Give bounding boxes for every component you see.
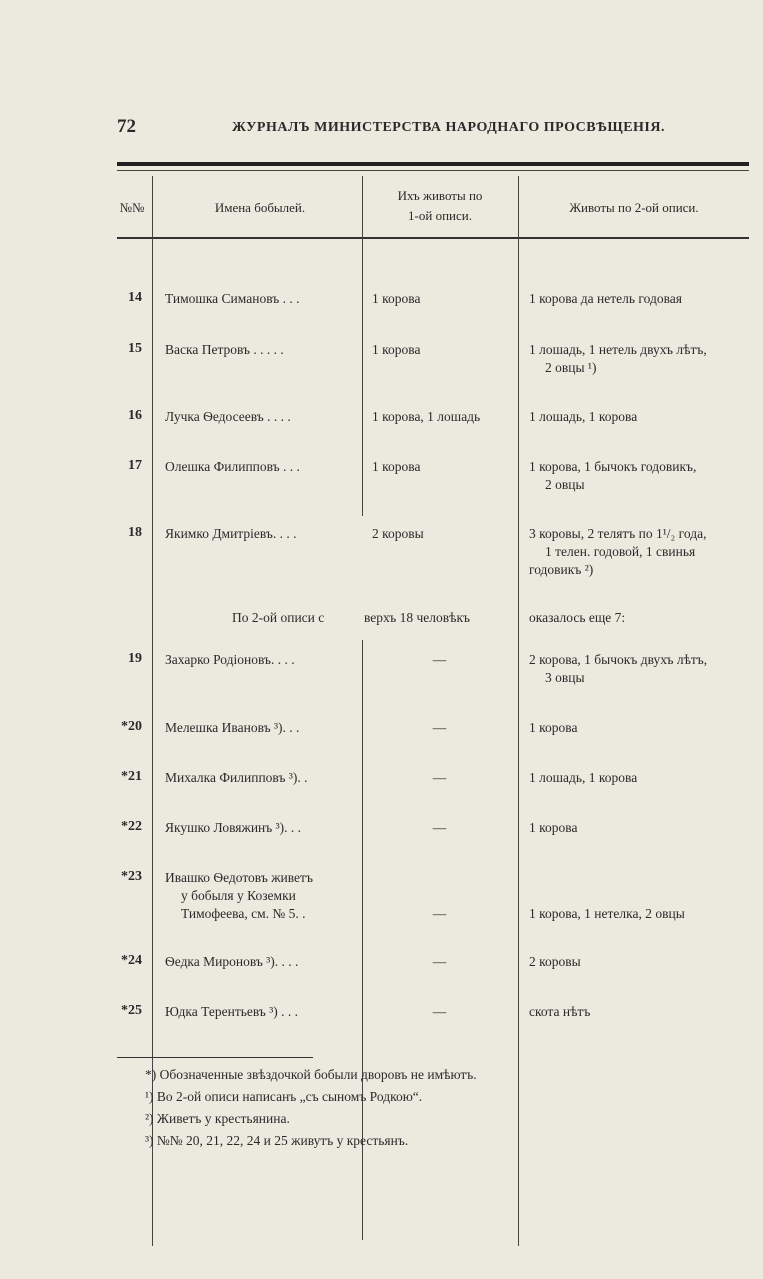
- column-divider-2b: [362, 640, 363, 1240]
- row-second: [529, 458, 751, 494]
- footnote: *) Обозначенные звѣздочкой бобыли дворовъ не имѣютъ.: [145, 1067, 477, 1082]
- row-number: *20: [121, 719, 142, 734]
- row-second: 1 корова: [529, 720, 578, 735]
- row-name: Тимошка Симановъ . . .: [165, 291, 300, 306]
- row-second: 1 лошадь, 1 корова: [529, 770, 638, 785]
- header-num: №№: [119, 200, 145, 215]
- row-first: —: [432, 906, 447, 921]
- row-number: *22: [121, 819, 142, 834]
- row-name-line: у бобыля у Коземки: [181, 888, 296, 903]
- row-second: 1 корова да нетель годовая: [529, 291, 683, 306]
- row-number: 14: [128, 290, 142, 305]
- row-second: [529, 525, 751, 579]
- running-head: ЖУРНАЛЪ МИНИСТЕРСТВА НАРОДНАГО ПРОСВѢЩЕНІЯ.: [232, 120, 665, 135]
- row-name: Олешка Филипповъ . . .: [165, 459, 300, 474]
- separator-text-a: По 2-ой описи с: [232, 610, 325, 625]
- header-first: [365, 186, 515, 226]
- footnote: ³) №№ 20, 21, 22, 24 и 25 живутъ у крестьянъ.: [145, 1133, 409, 1148]
- row-second: [529, 651, 751, 687]
- row-number: 16: [128, 408, 142, 423]
- separator-text-c: оказалось еще 7:: [529, 610, 626, 625]
- row-name: Михалка Филипповъ ³). .: [165, 770, 308, 785]
- row-second-line: 1 телен. годовой, 1 свинья: [545, 544, 696, 559]
- column-divider-2: [362, 176, 363, 516]
- row-number: *24: [121, 953, 142, 968]
- row-second-line: 2 овцы: [545, 477, 585, 492]
- row-second-line: 3 коровы, 2 телятъ по 1¹/₂ года,: [529, 526, 707, 541]
- table-top-thin-rule: [117, 170, 749, 171]
- row-number: *25: [121, 1003, 142, 1018]
- row-second-line: 1 корова, 1 бычокъ годовикъ,: [529, 459, 697, 474]
- row-second-line: 3 овцы: [545, 670, 585, 685]
- row-second-line: годовикъ ²): [529, 562, 594, 577]
- row-first: 1 корова: [372, 291, 421, 306]
- row-first: —: [432, 820, 447, 835]
- row-first: —: [432, 1004, 447, 1019]
- header-second: Животы по 2-ой описи.: [569, 200, 699, 215]
- row-first: 1 корова: [372, 342, 421, 357]
- row-second: 1 лошадь, 1 корова: [529, 409, 638, 424]
- row-second-line: 2 овцы ¹): [545, 360, 597, 375]
- row-second: [529, 341, 751, 377]
- row-name: [165, 869, 360, 923]
- row-first: —: [432, 720, 447, 735]
- row-number: *23: [121, 869, 142, 884]
- row-first: —: [432, 954, 447, 969]
- row-number: 17: [128, 458, 142, 473]
- row-name: Ѳедка Мироновъ ³). . . .: [165, 954, 299, 969]
- row-first: —: [432, 770, 447, 785]
- row-name-line: Тимофеева, см. № 5. .: [181, 906, 306, 921]
- column-divider-1: [152, 176, 153, 1246]
- footnote-rule: [117, 1057, 313, 1058]
- row-first: 2 коровы: [372, 526, 424, 541]
- separator-text-b: верхъ 18 человѣкъ: [364, 610, 471, 625]
- header-first-line1: Ихъ животы по: [397, 188, 483, 203]
- row-second-line: 2 корова, 1 бычокъ двухъ лѣтъ,: [529, 652, 708, 667]
- footnote: ¹) Во 2-ой описи написанъ „съ сыномъ Родкою“.: [145, 1089, 423, 1104]
- footnote: ²) Живетъ у крестьянина.: [145, 1111, 290, 1126]
- row-number: 15: [128, 341, 142, 356]
- row-name: Якушко Ловяжинъ ³). . .: [165, 820, 302, 835]
- row-number: 19: [128, 651, 142, 666]
- row-first: 1 корова, 1 лошадь: [372, 409, 481, 424]
- row-name: Захарко Родіоновъ. . . .: [165, 652, 295, 667]
- row-second: 1 корова, 1 нетелка, 2 овцы: [529, 906, 685, 921]
- table-top-thick-rule: [117, 162, 749, 166]
- row-second: 2 коровы: [529, 954, 581, 969]
- row-name: Якимко Дмитріевъ. . . .: [165, 526, 297, 541]
- row-number: *21: [121, 769, 142, 784]
- row-first: 1 корова: [372, 459, 421, 474]
- row-first: —: [432, 652, 447, 667]
- header-names: Имена бобылей.: [214, 200, 306, 215]
- row-number: 18: [128, 525, 142, 540]
- row-name: Лучка Ѳедосеевъ . . . .: [165, 409, 291, 424]
- row-name-line: Ивашко Ѳедотовъ живетъ: [165, 870, 313, 885]
- row-second-line: 1 лошадь, 1 нетель двухъ лѣтъ,: [529, 342, 707, 357]
- header-first-line2: 1-ой описи.: [408, 208, 472, 223]
- row-name: Васка Петровъ . . . . .: [165, 342, 284, 357]
- column-divider-3: [518, 176, 519, 1246]
- row-second: 1 корова: [529, 820, 578, 835]
- row-name: Мелешка Ивановъ ³). . .: [165, 720, 300, 735]
- table-header-rule: [117, 237, 749, 239]
- row-second: скота нѣтъ: [529, 1004, 591, 1019]
- page-number: 72: [117, 116, 136, 137]
- row-name: Юдка Терентьевъ ³) . . .: [165, 1004, 299, 1019]
